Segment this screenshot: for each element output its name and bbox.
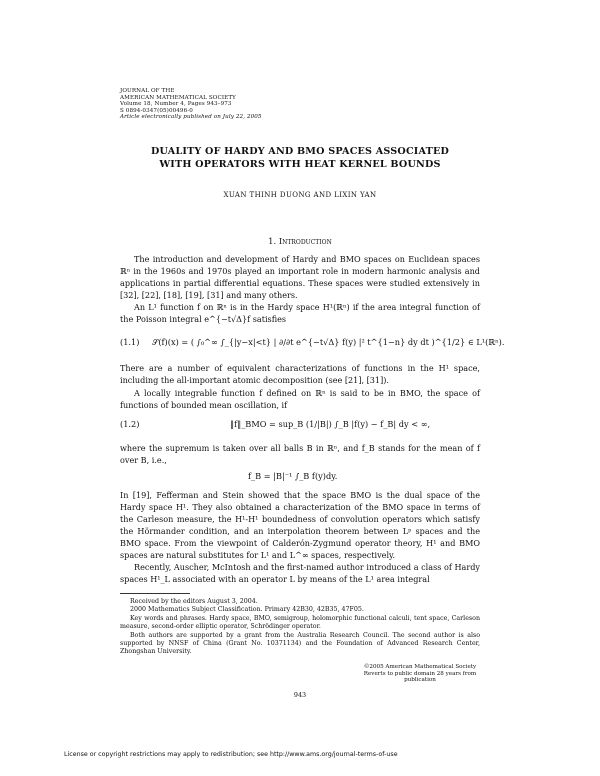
paragraph-4 [120, 388, 480, 412]
footnote-keywords: Key words and phrases. Hardy space, BMO, semigroup, holomorphic functional calculi, tent space, Carleson measure, second-order elliptic operator, Schrödinger operator. [120, 614, 480, 631]
equation-1-1-body: 𝒮(f)(x) = ( ∫₀^∞ ∫_{|y−x|<t} | ∂/∂t e^{−t√Δ} f(y) |² t^{1−n} dy dt )^{1/2} ∈ L¹(ℝⁿ). [152, 337, 505, 347]
equation-1-2-body: ‖f‖_BMO = sup_B (1/|B|) ∫_B |f(y) − f_B| dy < ∞, [230, 419, 431, 429]
journal-name-line2: AMERICAN MATHEMATICAL SOCIETY [120, 94, 236, 101]
publication-date: Article electronically published on July 22, 2005 [120, 114, 262, 121]
footnote-received: Received by the editors August 3, 2004. [130, 598, 258, 605]
paragraph-1-text: The introduction and development of Hardy and BMO spaces on Euclidean spaces ℝⁿ in the 1960s and 1970s played an important role in modern harmonic analysis and applications in partial differential equations. These spaces were studied extensively in [32], [22], [18], [19], [31] and many others. [120, 254, 480, 300]
paragraph-7-text: Recently, Auscher, McIntosh and the first-named author introduced a class of Hardy spaces H¹_L associated with an operator L by means of the L¹ area integral [120, 562, 480, 584]
section-heading: 1. Introduction [268, 236, 332, 246]
paragraph-5-text: where the supremum is taken over all balls B in ℝⁿ, and f_B stands for the mean of f over B, i.e., [120, 443, 480, 465]
title-line1: DUALITY OF HARDY AND BMO SPACES ASSOCIATED [151, 146, 449, 157]
footnote-rule [120, 593, 190, 594]
journal-header [120, 88, 262, 121]
copyright-line2: Reverts to public domain 28 years from publication [363, 670, 477, 684]
paragraph-3-text: There are a number of equivalent characterizations of functions in the H¹ space, including the all-important atomic decomposition (see [21], [31]). [120, 363, 480, 385]
authors: XUAN THINH DUONG AND LIXIN YAN [223, 191, 377, 199]
equation-mean-body: f_B = |B|⁻¹ ∫_B f(y)dy. [248, 471, 338, 481]
paragraph-3 [120, 363, 480, 387]
paragraph-4-text: A locally integrable function f defined on ℝⁿ is said to be in BMO, the space of functions of bounded mean oscillation, if [120, 388, 480, 410]
paragraph-6 [120, 490, 480, 561]
license-notice[interactable]: License or copyright restrictions may apply to redistribution; see http://www.ams.org/journal-terms-of-use [64, 751, 398, 758]
journal-name-line1: JOURNAL OF THE [120, 88, 175, 94]
equation-1-1-number: (1.1) [120, 337, 140, 347]
volume-info: Volume 18, Number 4, Pages 943–973 [120, 101, 232, 108]
paragraph-7 [120, 562, 480, 586]
paper-title [0, 145, 600, 171]
footnote-support: Both authors are supported by a grant from the Australia Research Council. The second author is also supported by NNSF of China (Grant No. 10371134) and the Foundation of Advanced Research Center, Zhongshan University. [120, 631, 480, 656]
page-number: 943 [293, 691, 307, 699]
footnotes [120, 598, 480, 657]
paragraph-5 [120, 443, 480, 467]
title-line2: WITH OPERATORS WITH HEAT KERNEL BOUNDS [159, 159, 441, 170]
equation-1-2-number: (1.2) [120, 419, 140, 429]
paragraph-2-text: An L¹ function f on ℝⁿ is in the Hardy space H¹(ℝⁿ) if the area integral function of the Poisson integral e^{−t√Δ}f satisfies [120, 302, 480, 324]
issn: S 0894-0347(05)00496-0 [120, 107, 193, 114]
footnote-msc: 2000 Mathematics Subject Classification. Primary 42B30, 42B35, 47F05. [130, 606, 364, 614]
paragraph-2 [120, 302, 480, 326]
paragraph-6-text: In [19], Fefferman and Stein showed that the space BMO is the dual space of the Hardy space H¹. They also obtained a characterization of the BMO space in terms of the Carleson measure, the H¹-H¹ boundedness of convolution operators which satisfy the Hörmander condition, and an interpolation theorem between Lᵖ spaces and the BMO space. From the viewpoint of Calderón-Zygmund operator theory, H¹ and BMO spaces are natural substitutes for L¹ and L^∞ spaces, respectively. [120, 490, 480, 560]
copyright-line1: ©2005 American Mathematical Society [363, 664, 477, 670]
paragraph-1 [120, 254, 480, 302]
copyright-notice [360, 664, 480, 684]
